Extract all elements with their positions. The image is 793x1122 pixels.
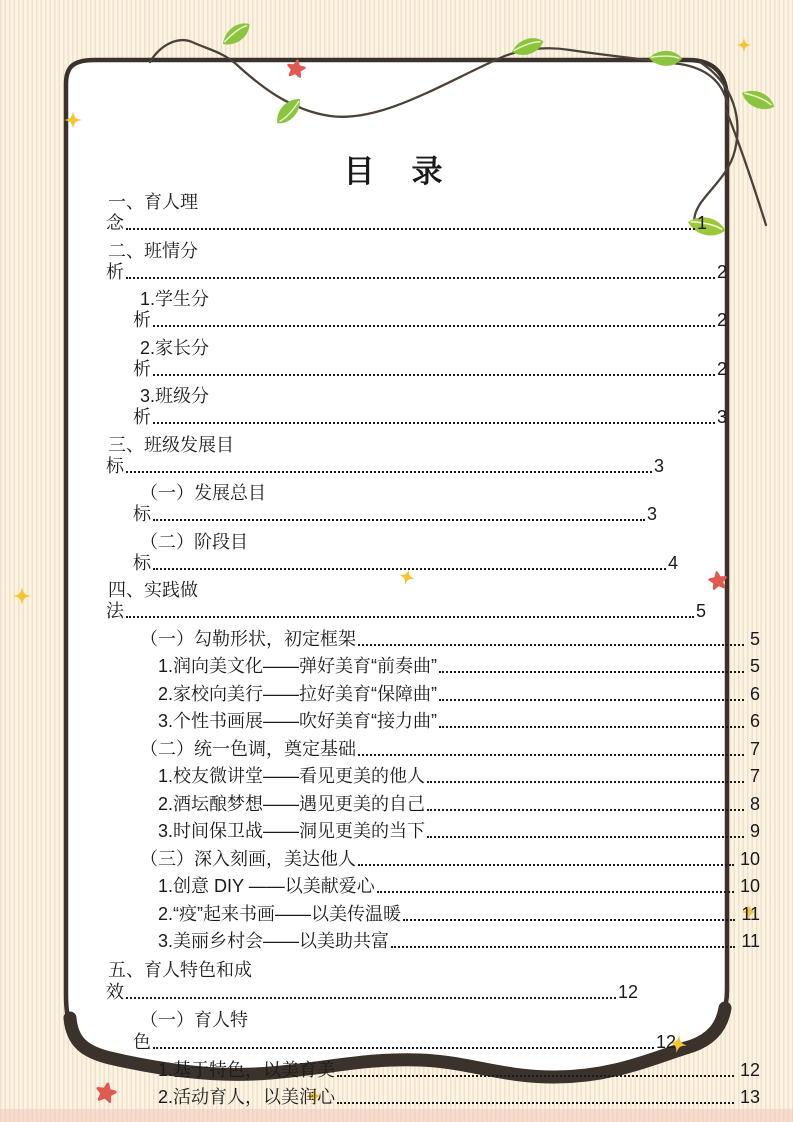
toc-entry-text: （一）育人特 — [140, 1010, 248, 1030]
toc-entry-text: 3.班级分 — [140, 386, 210, 406]
toc-line — [108, 241, 793, 262]
toc-line — [140, 289, 793, 310]
toc-page-number: 3 — [716, 407, 727, 427]
toc-page-number: 12 — [655, 1032, 676, 1052]
toc-entry[interactable] — [0, 580, 793, 622]
toc-leader-dots — [153, 422, 715, 424]
toc-entry-text: 2.酒坛酿梦想——遇见更美的自己 — [158, 793, 426, 814]
toc-entry-wrap-text: 析 — [133, 407, 151, 427]
toc-entry[interactable] — [0, 711, 793, 732]
toc-entry-text: （一）勾勒形状，初定框架 — [140, 628, 356, 649]
toc-page-number: 2 — [716, 261, 727, 282]
toc-page-number: 10 — [739, 848, 760, 869]
toc-entry[interactable] — [0, 386, 793, 428]
toc-leader-dots — [153, 1047, 654, 1049]
toc-entry[interactable] — [0, 959, 793, 1003]
toc-line — [140, 629, 760, 650]
toc-leader-dots — [427, 836, 744, 838]
toc-line — [158, 711, 760, 732]
toc-entry-text: 2.“疫”起来书画——以美传温暖 — [158, 903, 401, 924]
toc-entry-text: 一、育人理 — [108, 192, 198, 212]
toc-leader-dots — [358, 864, 734, 866]
page-title: 目 录 — [343, 154, 446, 189]
toc-entry-text: 二、班情分 — [108, 240, 198, 261]
toc-line — [108, 580, 793, 601]
toc-line — [158, 766, 760, 787]
toc-leader-dots — [337, 1075, 734, 1077]
toc-line — [158, 794, 760, 815]
toc-page-number: 13 — [739, 1087, 760, 1107]
toc-entry-text: （三）深入刻画，美达他人 — [140, 848, 356, 869]
toc-leader-dots — [153, 374, 715, 376]
toc-line — [158, 904, 760, 925]
toc-entry[interactable] — [0, 1060, 793, 1081]
toc-leader-dots — [391, 946, 735, 948]
toc-entry-text: 三、班级发展目 — [108, 434, 234, 455]
toc-line — [140, 1009, 793, 1031]
toc-page-number: 5 — [749, 628, 760, 649]
toc-entry[interactable] — [0, 849, 793, 870]
toc-page-number: 10 — [739, 876, 760, 896]
toc-entry[interactable] — [0, 794, 793, 815]
toc-leader-dots — [153, 519, 645, 521]
toc-entry-text: （二）统一色调，奠定基础 — [140, 738, 356, 759]
toc-page-number: 7 — [749, 766, 760, 786]
toc-entry-wrap-text: 标 — [133, 504, 151, 524]
toc-line — [158, 1060, 760, 1081]
toc-entry[interactable] — [0, 821, 793, 842]
toc-line — [158, 656, 760, 677]
toc-page-number: 3 — [646, 504, 657, 524]
toc-leader-dots — [439, 726, 744, 728]
toc-line — [133, 310, 727, 331]
toc-leader-dots — [126, 616, 694, 618]
toc-entry-text: 1.润向美文化——弹好美育“前奏曲” — [158, 656, 437, 676]
toc-entry-text: 五、育人特色和成 — [108, 959, 252, 980]
toc-entry-text: 四、实践做 — [108, 580, 198, 600]
toc-entry-wrap-text: 析 — [133, 310, 151, 330]
toc-line — [158, 931, 760, 952]
toc-leader-dots — [153, 325, 715, 327]
toc-line — [108, 959, 793, 981]
toc-entry[interactable] — [0, 192, 793, 234]
toc-page-number: 6 — [749, 683, 760, 704]
toc-page-number: 2 — [716, 310, 727, 330]
toc-entry[interactable] — [0, 435, 793, 477]
toc-page-number: 7 — [749, 738, 760, 759]
toc-entry[interactable] — [0, 656, 793, 677]
toc-line — [140, 532, 793, 553]
toc-page-number: 9 — [749, 821, 760, 841]
toc-page-number: 1 — [696, 213, 707, 233]
toc-page-number: 11 — [741, 931, 760, 951]
toc-line — [108, 192, 793, 213]
toc-line — [158, 821, 760, 842]
toc-entry-text: 1.基于特色，以美育美 — [158, 1059, 336, 1080]
toc-page-number: 2 — [716, 358, 727, 379]
toc-entry[interactable] — [0, 766, 793, 787]
toc-entry[interactable] — [0, 629, 793, 650]
toc-leader-dots — [358, 644, 744, 646]
toc-page-number: 8 — [749, 793, 760, 814]
toc-entry[interactable] — [0, 1009, 793, 1053]
toc-leader-dots — [439, 699, 744, 701]
toc-leader-dots — [439, 671, 744, 673]
toc-entry-text: 2.家长分 — [140, 337, 210, 358]
toc-leader-dots — [358, 754, 744, 756]
toc-page-number: 12 — [739, 1059, 760, 1080]
toc-line — [158, 684, 760, 705]
toc-entry-text: 3.美丽乡村会——以美助共富 — [158, 931, 390, 951]
toc-leader-dots — [126, 228, 695, 230]
toc-leader-dots — [403, 919, 735, 921]
toc-page-number: 4 — [667, 552, 678, 573]
toc-line — [106, 213, 707, 234]
toc-entry-text: （二）阶段目 — [140, 531, 248, 552]
toc-line — [140, 739, 760, 760]
toc-line — [133, 1031, 676, 1053]
toc-line — [158, 876, 760, 897]
toc-entry-wrap-text: 效 — [106, 981, 124, 1002]
toc-entry-wrap-text: 色 — [133, 1032, 151, 1052]
toc-line — [106, 601, 706, 622]
toc-page-number: 3 — [653, 455, 664, 476]
toc-entry-text: 2.家校向美行——拉好美育“保障曲” — [158, 683, 437, 704]
toc-entry[interactable] — [0, 876, 793, 897]
toc-leader-dots — [126, 277, 715, 279]
toc-entry-wrap-text: 法 — [106, 601, 124, 621]
toc-entry-text: 1.创意 DIY ——以美献爱心 — [158, 876, 375, 896]
toc-entry-text: 3.时间保卫战——洞见更美的当下 — [158, 821, 426, 841]
toc-line — [106, 262, 727, 283]
toc-entry[interactable] — [0, 739, 793, 760]
toc-line — [133, 407, 727, 428]
toc-entry-wrap-text: 念 — [106, 213, 124, 233]
toc-line — [140, 386, 793, 407]
toc-line — [108, 435, 793, 456]
toc-line — [140, 483, 793, 504]
toc-entry[interactable] — [0, 1087, 793, 1108]
toc-entry[interactable] — [0, 241, 793, 283]
toc-page-number: 5 — [749, 656, 760, 676]
toc-line — [158, 1087, 760, 1108]
toc-entry-text: （一）发展总目 — [140, 483, 266, 503]
toc-line — [106, 456, 664, 477]
toc-entry-text: 2.活动育人，以美润心 — [158, 1087, 336, 1107]
toc-line — [133, 359, 727, 380]
toc-line — [106, 981, 638, 1003]
toc-line — [133, 504, 657, 525]
toc-entry-wrap-text: 析 — [133, 358, 151, 379]
toc-leader-dots — [153, 568, 666, 570]
toc-entry[interactable] — [0, 483, 793, 525]
toc-leader-dots — [427, 781, 744, 783]
toc-leader-dots — [337, 1102, 734, 1104]
toc-entry-wrap-text: 标 — [133, 552, 151, 573]
toc-entry[interactable] — [0, 931, 793, 952]
toc-entry-wrap-text: 析 — [106, 261, 124, 282]
toc-entry[interactable] — [0, 338, 793, 380]
toc-page-number: 12 — [617, 981, 638, 1002]
toc-leader-dots — [126, 997, 616, 999]
toc-line — [140, 849, 760, 870]
toc-entry[interactable] — [0, 532, 793, 574]
toc-entry[interactable] — [0, 904, 793, 925]
toc-list — [0, 192, 793, 1115]
toc-leader-dots — [126, 471, 652, 473]
toc-leader-dots — [427, 809, 744, 811]
toc-entry[interactable] — [0, 684, 793, 705]
toc-leader-dots — [377, 891, 734, 893]
toc-line — [140, 338, 793, 359]
toc-entry-text: 1.学生分 — [140, 289, 210, 309]
toc-entry-text: 3.个性书画展——吹好美育“接力曲” — [158, 711, 437, 731]
toc-line — [133, 553, 678, 574]
toc-page-number: 5 — [695, 601, 706, 621]
toc-entry[interactable] — [0, 289, 793, 331]
toc-entry-text: 1.校友微讲堂——看见更美的他人 — [158, 766, 426, 786]
toc-page-number: 11 — [741, 903, 760, 924]
toc-page-number: 6 — [749, 711, 760, 731]
toc-entry-wrap-text: 标 — [106, 455, 124, 476]
